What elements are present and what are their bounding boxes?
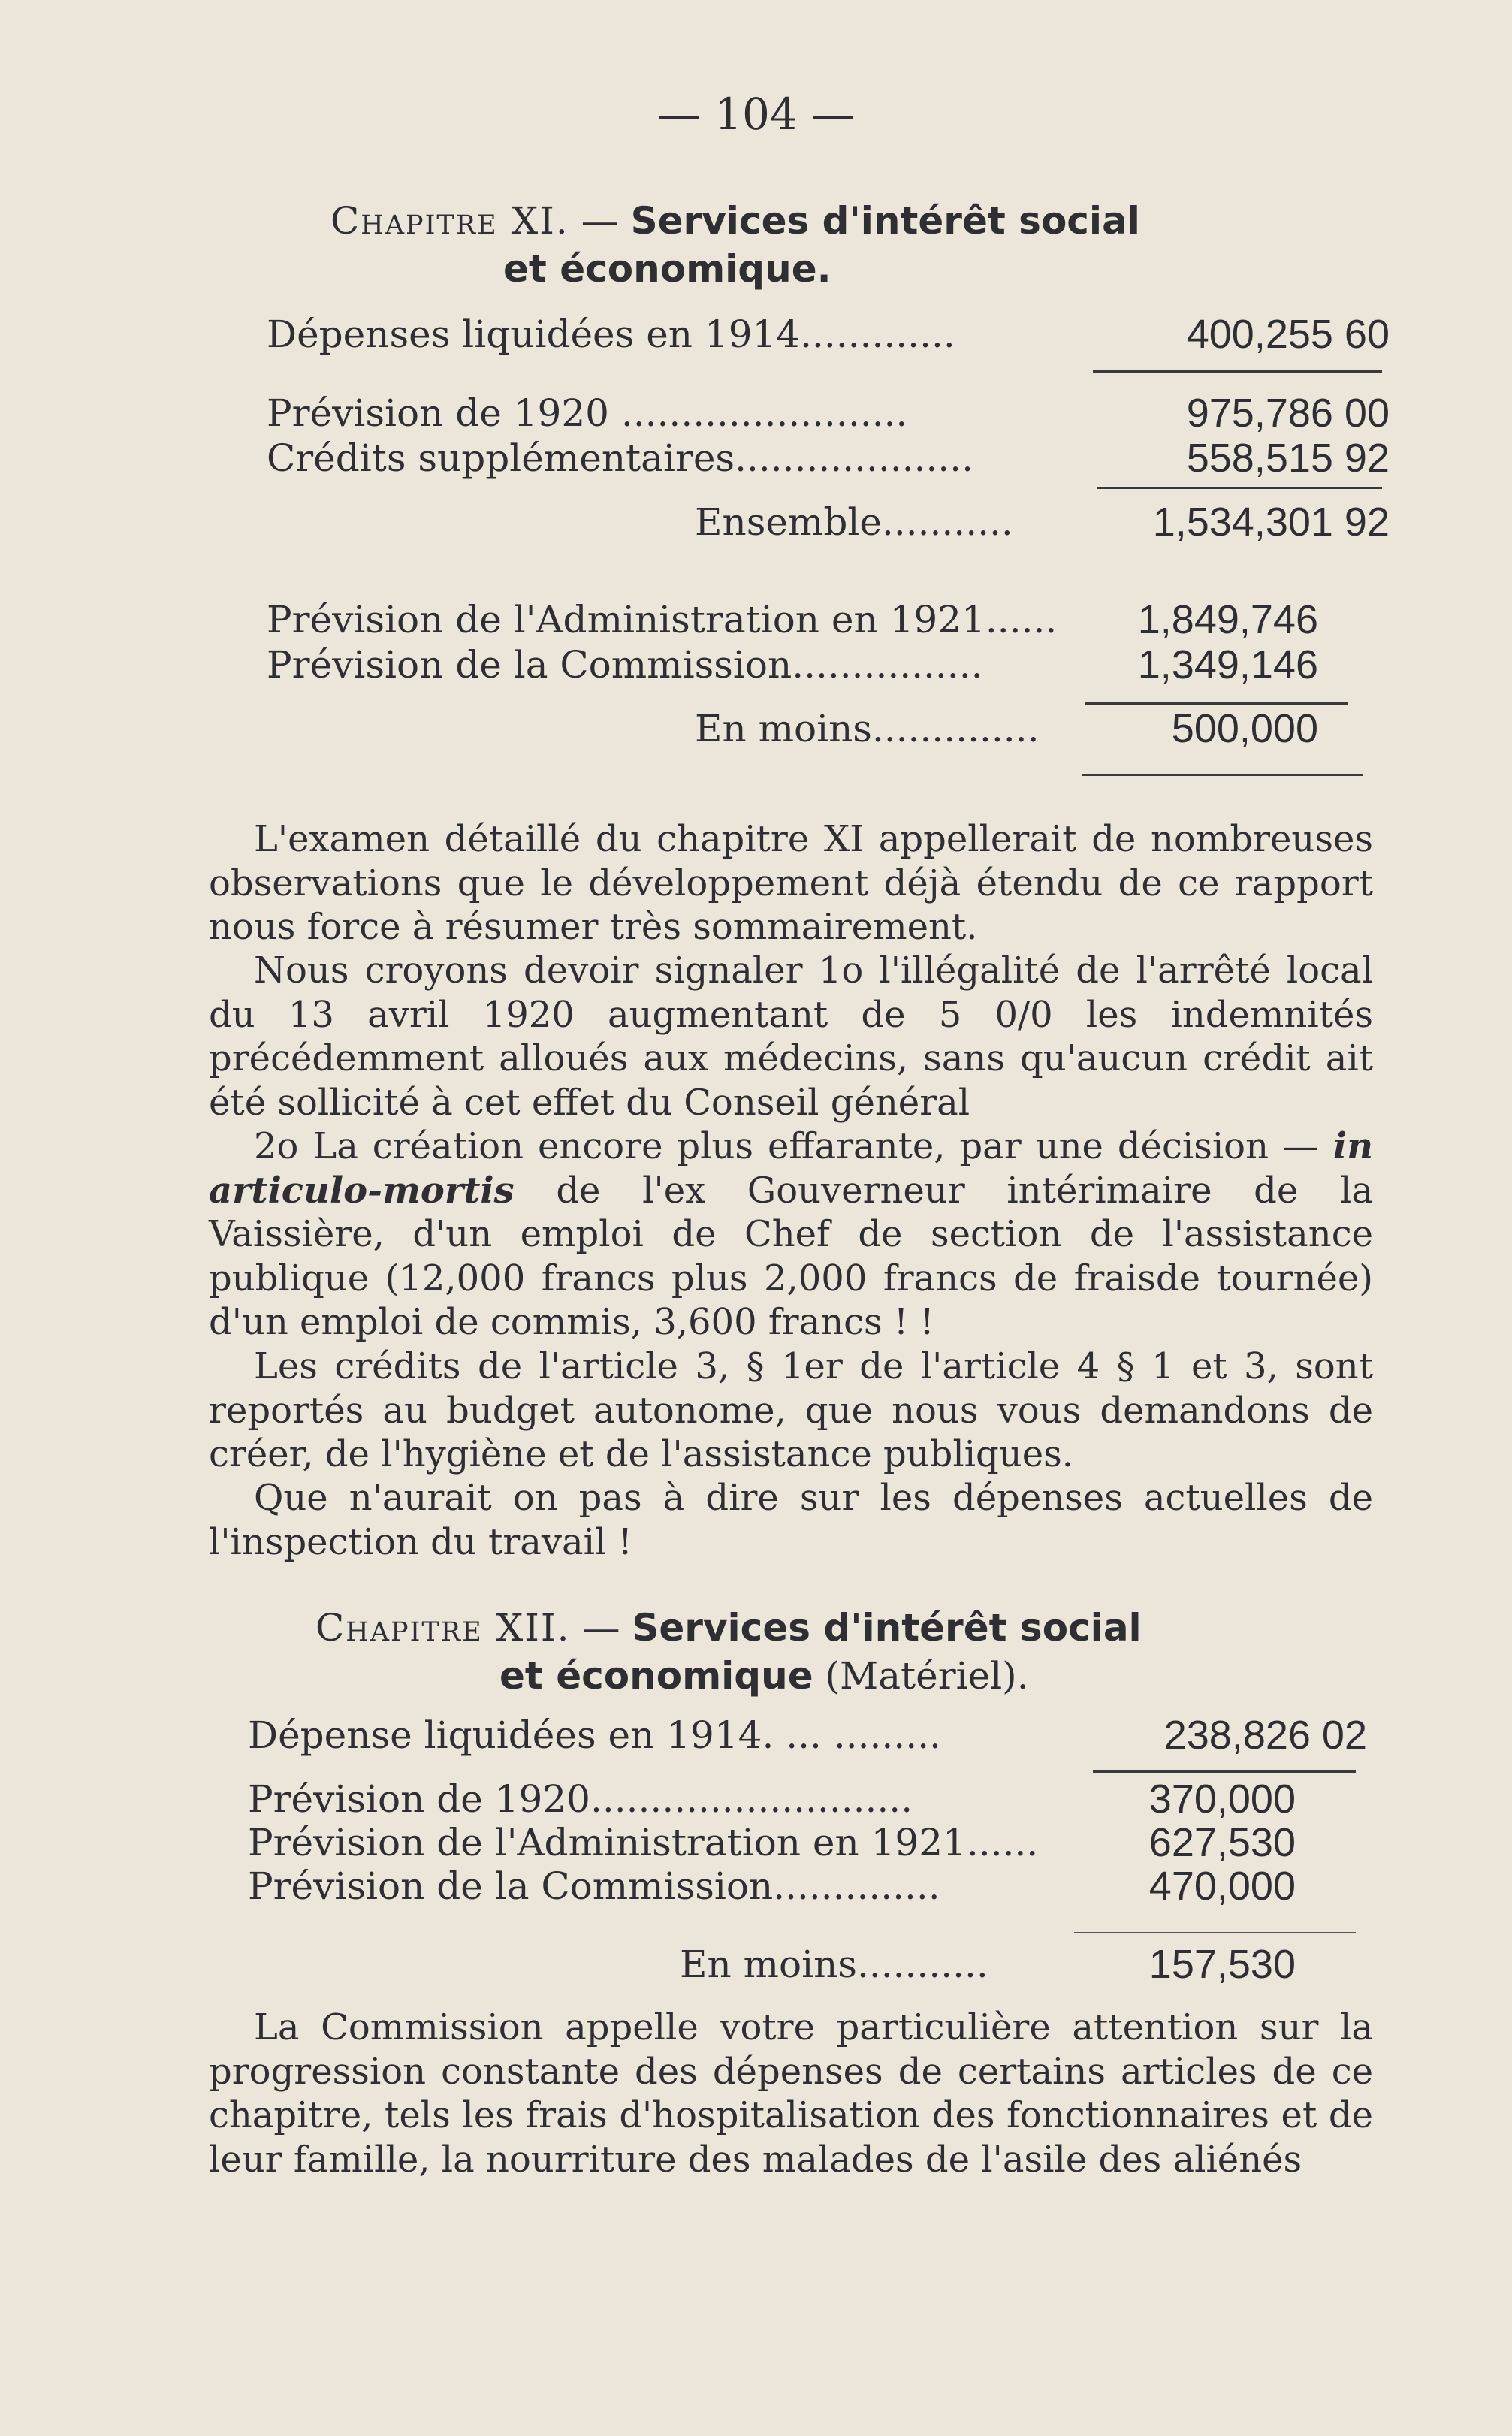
paragraph-creation-end: de l'ex Gouverneur intérimaire de la Vaissière, d'un emploi de Chef de section de l'assistance publique (12,000 francs plus 2,000 francs de fraisde tournée) d'un emploi de commis, 3,600 francs ! ! <box>209 1169 1373 1343</box>
rule <box>1074 1932 1356 1933</box>
row-value: 370,000 <box>1148 1776 1296 1822</box>
row-label: Prévision de l'Administration en 1921...... <box>267 598 1058 641</box>
paragraph-credits-article: Les crédits de l'article 3, § 1er de l'article 4 § 1 et 3, sont reportés au budget autonome, que nous vous demandons de créer, de l'hygiène et de l'assistance publiques. <box>209 1345 1373 1475</box>
rule <box>1082 774 1363 776</box>
chapter-xii-label: Chapitre XII. <box>315 1606 571 1650</box>
row-label: Prévision de 1920........................... <box>248 1777 913 1821</box>
paragraph-creation <box>209 1124 1373 1345</box>
chapter-xi-dash: — <box>581 199 619 243</box>
row-value: 627,530 <box>1148 1820 1296 1865</box>
row-prevision-commission <box>259 642 1386 687</box>
row-credits-supplementaires <box>259 436 1390 481</box>
row-ensemble <box>259 500 1390 545</box>
row-en-moins <box>259 706 1386 751</box>
chapter-xi-title-2: et économique. <box>503 247 831 291</box>
rule <box>1097 487 1382 489</box>
row-prevision-administration-1921-materiel <box>248 1820 1375 1865</box>
paragraph-creation-italic: in articulo-mortis <box>209 1125 1373 1212</box>
row-label: Prévision de la Commission.............. <box>248 1864 940 1908</box>
row-prevision-commission-materiel <box>248 1864 1375 1909</box>
paragraph-examen: L'examen détaillé du chapitre XI appellerait de nombreuses observations que le développement déjà étendu de ce rapport nous force à résumer très sommairement. <box>209 818 1373 948</box>
row-depense-1914 <box>248 1713 1375 1758</box>
chapter-xii-dash: — <box>582 1606 620 1650</box>
row-value: 157,530 <box>1148 1942 1296 1987</box>
row-value: 975,786 00 <box>1186 391 1390 436</box>
rule <box>1093 370 1382 373</box>
row-label: Dépenses liquidées en 1914............. <box>267 312 955 356</box>
chapter-xi-label: Chapitre XI. <box>330 199 569 243</box>
page-number: — 104 — <box>656 89 856 140</box>
rule <box>1093 1770 1356 1773</box>
row-label: Prévision de 1920 ........................ <box>267 391 908 435</box>
paragraph-inspection-travail: Que n'aurait on pas à dire sur les dépenses actuelles de l'inspection du travail ! <box>209 1477 1373 1563</box>
chapter-xii-title-suffix: (Matériel). <box>825 1654 1029 1698</box>
row-label: En moins........... <box>680 1942 988 1986</box>
row-label: En moins.............. <box>695 707 1040 750</box>
row-label: Ensemble........... <box>695 500 1013 544</box>
paragraph-creation-start: 2o La création encore plus effarante, par une décision — <box>254 1125 1319 1167</box>
chapter-xii-title-1: Services d'intérêt social <box>632 1606 1142 1650</box>
row-value: 1,849,746 <box>1137 597 1318 642</box>
chapter-xi-heading <box>330 197 1307 293</box>
paragraph-illegalite: Nous croyons devoir signaler 1o l'illégalité de l'arrêté local du 13 avril 1920 augmentant de 5 0/0 les indemnités précédemment alloués aux médecins, sans qu'aucun crédit ait été sollicité à cet effet du Conseil général <box>209 949 1373 1124</box>
row-label: Prévision de l'Administration en 1921...... <box>248 1821 1039 1864</box>
row-value: 400,255 60 <box>1186 312 1390 357</box>
paragraph-commission-appelle: La Commission appelle votre particulière attention sur la progression constante des dépenses de certains articles de ce chapitre, tels les frais d'hospitalisation des fonctionnaires et de leur famille, la nourriture des malades de l'asile des aliénés <box>209 2006 1373 2181</box>
chapter-xii-heading <box>315 1604 1292 1700</box>
row-label: Prévision de la Commission................ <box>267 643 983 687</box>
row-prevision-1920 <box>259 391 1390 436</box>
chapter-xi-title-1: Services d'intérêt social <box>630 199 1140 243</box>
row-depenses-1914 <box>259 312 1390 357</box>
row-value: 1,534,301 92 <box>1152 500 1390 545</box>
row-en-moins-materiel <box>248 1942 1375 1987</box>
row-prevision-administration-1921 <box>259 597 1386 642</box>
row-value: 470,000 <box>1148 1864 1296 1909</box>
row-label: Crédits supplémentaires.................... <box>267 436 973 480</box>
chapter-xii-title-2: et économique <box>499 1654 813 1698</box>
row-value: 500,000 <box>1171 706 1318 751</box>
rule <box>1085 702 1348 705</box>
row-value: 1,349,146 <box>1137 642 1318 687</box>
row-label: Dépense liquidées en 1914. ... ......... <box>248 1713 941 1757</box>
row-value: 558,515 92 <box>1186 436 1390 481</box>
row-prevision-1920-materiel <box>248 1776 1375 1822</box>
row-value: 238,826 02 <box>1163 1713 1367 1758</box>
